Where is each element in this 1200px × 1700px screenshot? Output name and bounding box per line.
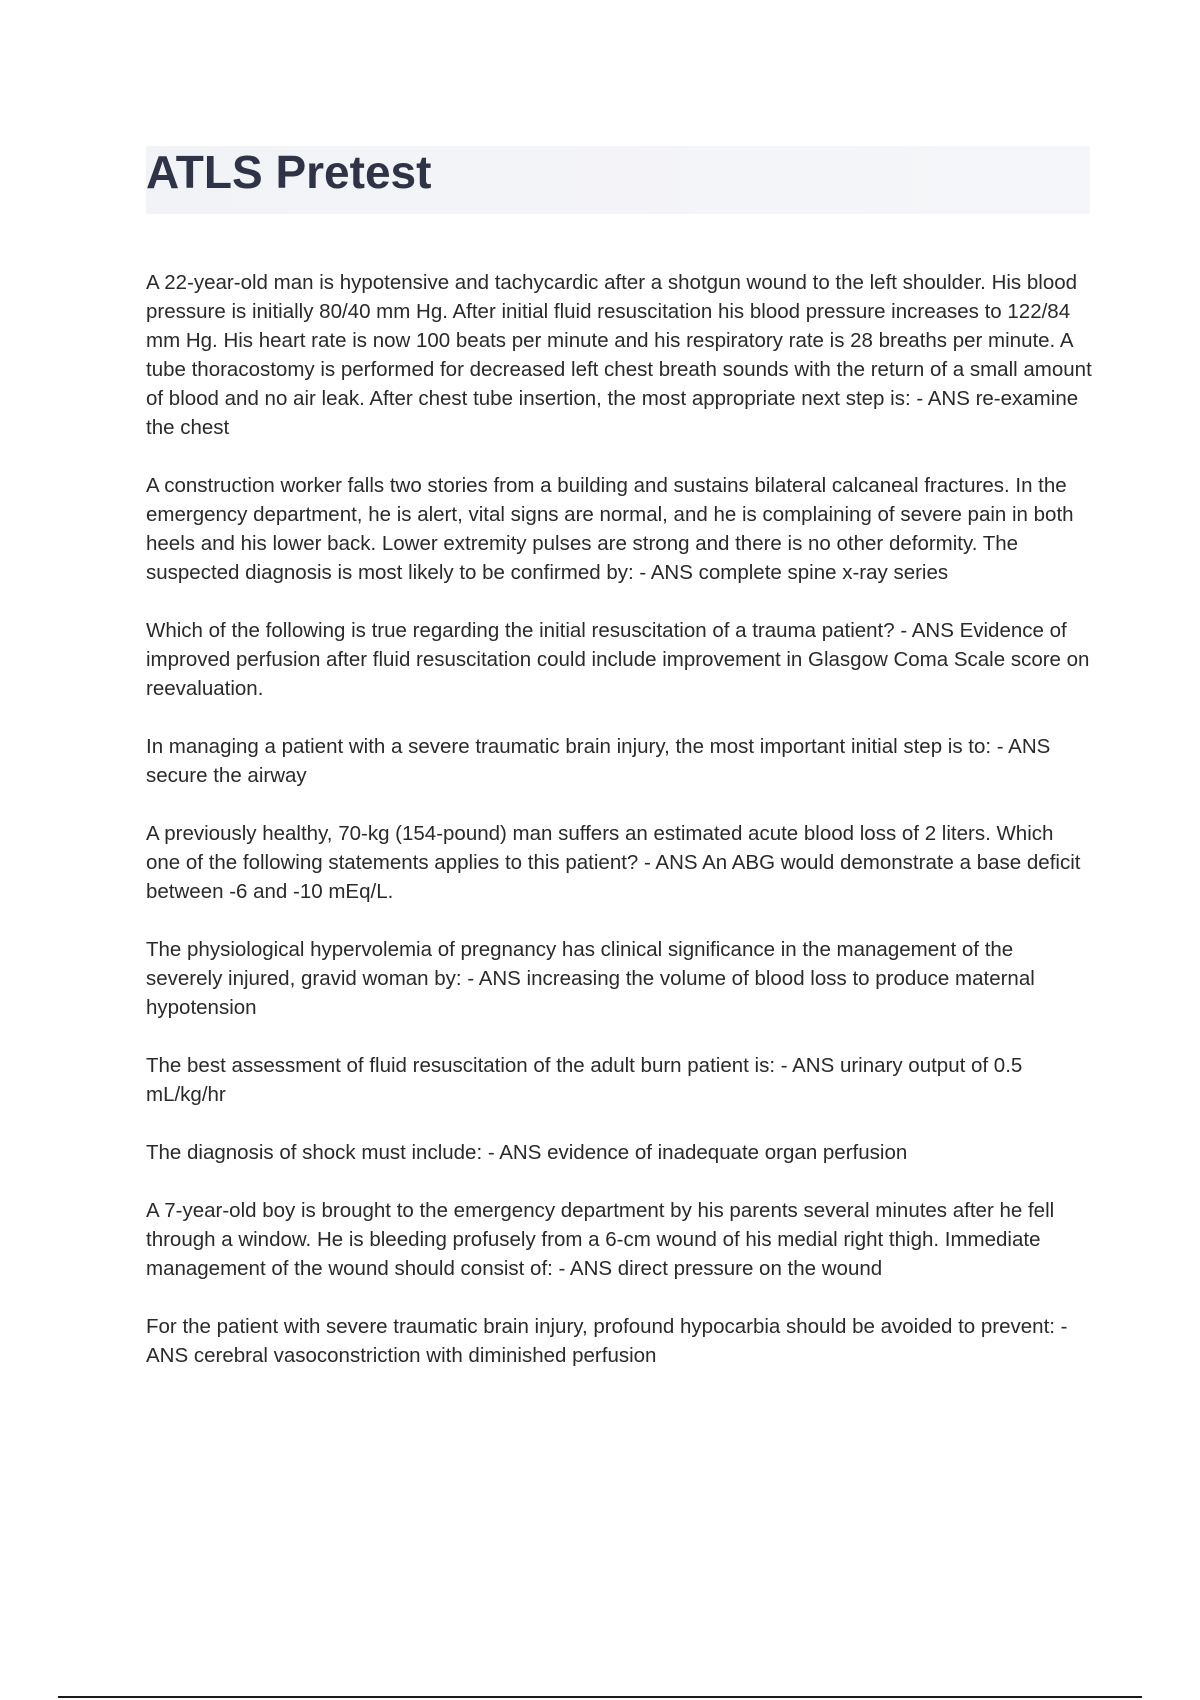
qa-list [146, 268, 1092, 1399]
qa-item: A 22-year-old man is hypotensive and tachycardic after a shotgun wound to the left shoulder. His blood pressure is initially 80/40 mm Hg. After initial fluid resuscitation his blood pressure increases to 122/84 mm Hg. His heart rate is now 100 beats per minute and his respiratory rate is 28 breaths per minute. A tube thoracostomy is performed for decreased left chest breath sounds with the return of a small amount of blood and no air leak. After chest tube insertion, the most appropriate next step is: - ANS re-examine the chest [146, 271, 1092, 439]
footer-divider [58, 1696, 1142, 1698]
qa-item: A 7-year-old boy is brought to the emergency department by his parents several minutes after he fell through a window. He is bleeding profusely from a 6-cm wound of his medial right thigh. Immediate management of the wound should consist of: - ANS direct pressure on the wound [146, 1199, 1055, 1280]
qa-item: A construction worker falls two stories from a building and sustains bilateral calcaneal fractures. In the emergency department, he is alert, vital signs are normal, and he is complaining of severe pain in both heels and his lower back. Lower extremity pulses are strong and there is no other deformity. The suspected diagnosis is most likely to be confirmed by: - ANS complete spine x-ray series [146, 474, 1074, 584]
qa-item: For the patient with severe traumatic brain injury, profound hypocarbia should be avoided to prevent: - ANS cerebral vasoconstriction with diminished perfusion [146, 1315, 1068, 1367]
page-title: ATLS Pretest [146, 146, 432, 198]
qa-item: The best assessment of fluid resuscitation of the adult burn patient is: - ANS urinary output of 0.5 mL/kg/hr [146, 1054, 1023, 1106]
qa-item: A previously healthy, 70-kg (154-pound) man suffers an estimated acute blood loss of 2 liters. Which one of the following statements applies to this patient? - ANS An ABG would demonstrate a base deficit between -6 and -10 mEq/L. [146, 822, 1081, 903]
qa-item: In managing a patient with a severe traumatic brain injury, the most important initial step is to: - ANS secure the airway [146, 735, 1051, 787]
qa-item: The physiological hypervolemia of pregnancy has clinical significance in the management of the severely injured, gravid woman by: - ANS increasing the volume of blood loss to produce maternal hypotension [146, 938, 1035, 1019]
qa-item: The diagnosis of shock must include: - ANS evidence of inadequate organ perfusion [146, 1141, 908, 1164]
qa-item: Which of the following is true regarding the initial resuscitation of a trauma patient? - ANS Evidence of improved perfusion after fluid resuscitation could include improvement in Glasgow Coma Scale score on reevaluation. [146, 619, 1090, 700]
